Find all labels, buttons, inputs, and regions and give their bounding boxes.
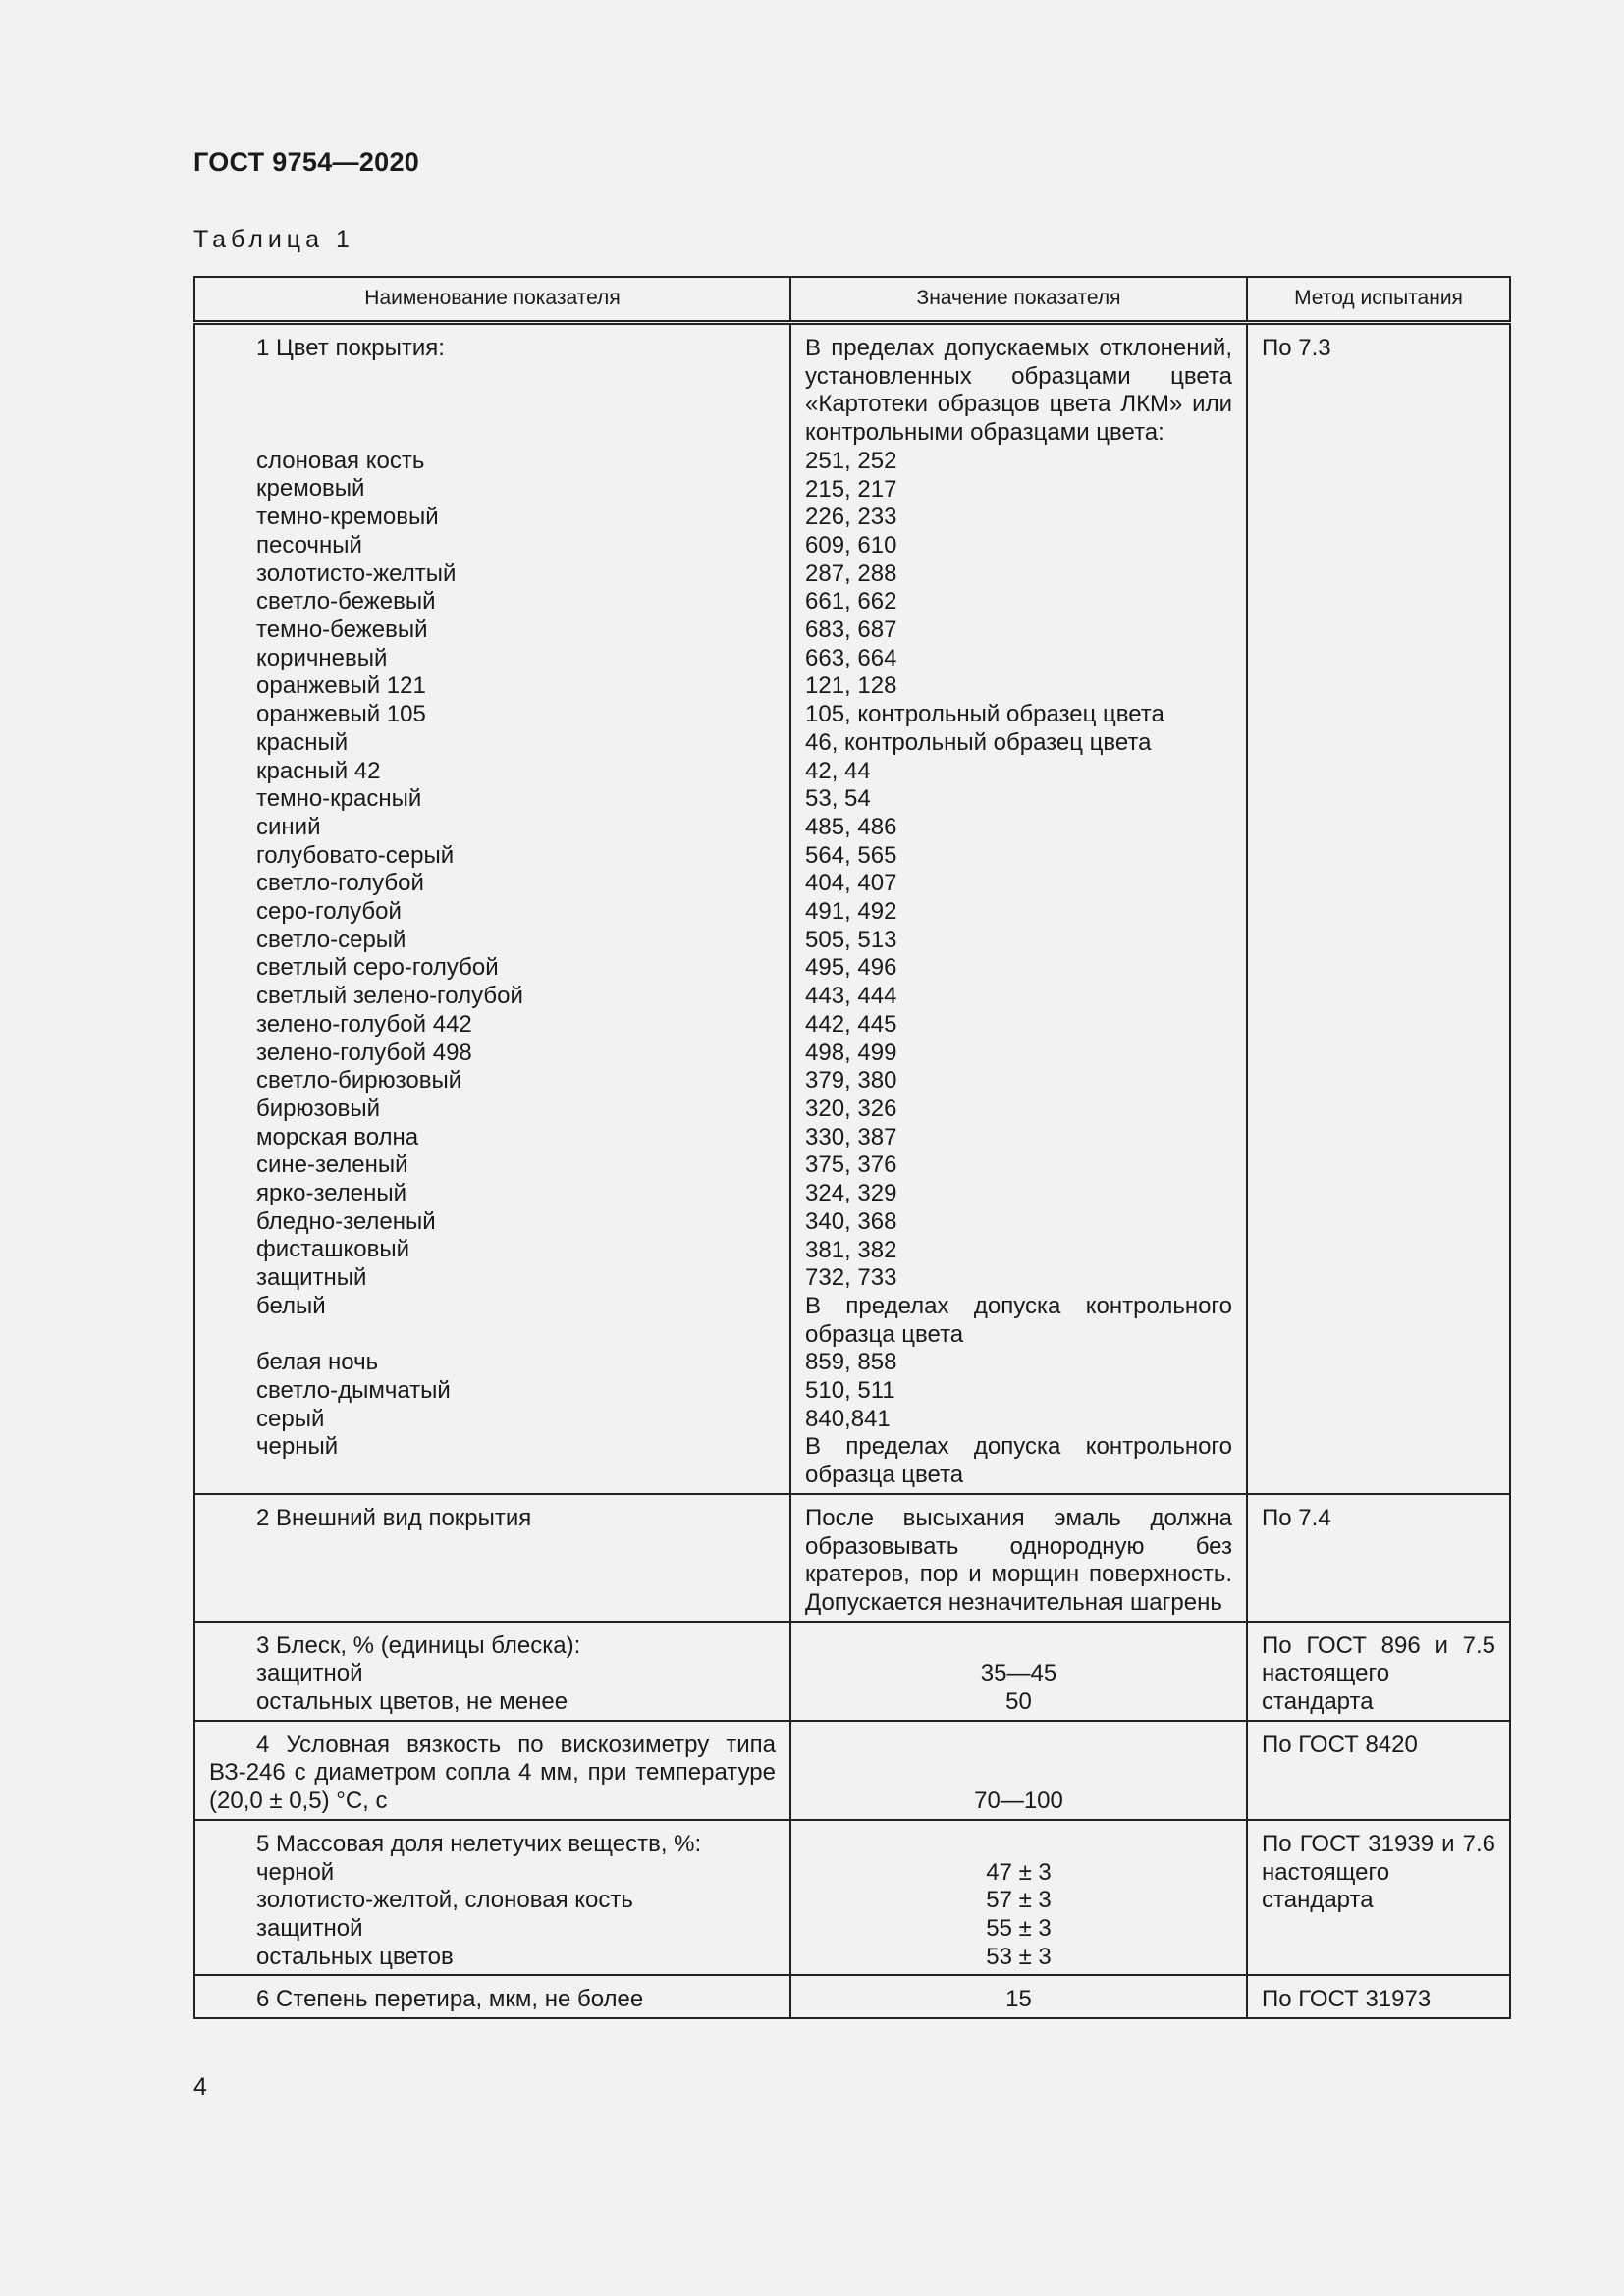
row5-method: По ГОСТ 31939 и 7.6 настоящего стандарта xyxy=(1262,1830,1495,1914)
color-name: кремовый xyxy=(256,475,365,503)
row3-val2: 50 xyxy=(1005,1688,1032,1716)
row4-value: 70—100 xyxy=(974,1788,1063,1815)
color-name: зелено-голубой 442 xyxy=(256,1010,472,1038)
nonvolatile-name: остальных цветов xyxy=(256,1943,454,1970)
row4-method: По ГОСТ 8420 xyxy=(1262,1731,1418,1758)
row2-value: После высыхания эмаль должна образовывать однородную без кратеров, пор и морщин поверхность. Допускается незначительная шагрень xyxy=(805,1504,1232,1616)
color-value: 320, 326 xyxy=(805,1095,897,1122)
color-name: защитный xyxy=(256,1264,367,1292)
nonvolatile-value: 53 ± 3 xyxy=(986,1943,1052,1970)
color-value: 505, 513 xyxy=(805,926,897,953)
color-name: бирюзовый xyxy=(256,1095,380,1122)
row4-title: 4 Условная вязкость по вискозиметру типа ВЗ-246 с диаметром сопла 4 мм, при температуре (20,0 ± 0,5) °С, с xyxy=(209,1731,776,1815)
row4-name-cell xyxy=(194,1721,790,1820)
color-value: В пределах допуска контрольного образца цвета xyxy=(805,1292,1232,1348)
color-value: 340, 368 xyxy=(805,1207,897,1235)
row6-method: По ГОСТ 31973 xyxy=(1262,1986,1432,2013)
table-row-grind xyxy=(194,1975,1510,2018)
color-value: 379, 380 xyxy=(805,1067,897,1095)
color-name: светло-дымчатый xyxy=(256,1376,451,1404)
row5-method-cell xyxy=(1247,1820,1510,1976)
color-value: 840,841 xyxy=(805,1405,891,1432)
color-name: светло-голубой xyxy=(256,870,424,897)
color-value: 404, 407 xyxy=(805,870,897,897)
row4-value-cell xyxy=(790,1721,1247,1820)
color-value: 287, 288 xyxy=(805,560,897,587)
row3-sub1: защитной xyxy=(256,1660,363,1687)
color-name: темно-красный xyxy=(256,785,422,813)
color-name: коричневый xyxy=(256,644,388,671)
row2-method: По 7.4 xyxy=(1262,1504,1331,1531)
row1-name-cell xyxy=(194,323,790,1494)
color-name: синий xyxy=(256,813,321,840)
color-value: 226, 233 xyxy=(805,504,897,531)
color-name: золотисто-желтый xyxy=(256,560,457,587)
color-name: оранжевый 105 xyxy=(256,701,426,728)
row2-method-cell xyxy=(1247,1494,1510,1622)
color-value: 510, 511 xyxy=(805,1377,895,1405)
color-name: белая ночь xyxy=(256,1349,379,1376)
color-name: серо-голубой xyxy=(256,898,402,926)
table-row-gloss xyxy=(194,1622,1510,1721)
color-name: темно-кремовый xyxy=(256,504,439,531)
color-value: 381, 382 xyxy=(805,1236,897,1263)
color-name: слоновая кость xyxy=(256,447,425,474)
page-number: 4 xyxy=(193,2073,207,2101)
row3-sub2: остальных цветов, не менее xyxy=(256,1688,568,1716)
row1-intro: В пределах допускаемых отклонений, установленных образцами цвета «Картотеки образцов цвета ЛКМ» или контрольными образцами цвета: xyxy=(805,335,1232,447)
row2-value-cell xyxy=(790,1494,1247,1622)
nonvolatile-name: черной xyxy=(256,1858,335,1886)
row1-method-cell xyxy=(1247,323,1510,1494)
table-row-appearance xyxy=(194,1494,1510,1622)
table-row-nonvolatile xyxy=(194,1820,1510,1976)
row6-name-cell xyxy=(194,1975,790,2018)
row1-value-cell xyxy=(790,323,1247,1494)
color-name: фисташковый xyxy=(256,1236,409,1263)
color-value: 485, 486 xyxy=(805,813,897,840)
row6-value: 15 xyxy=(1005,1986,1032,2013)
color-value: 683, 687 xyxy=(805,616,897,644)
document-header: ГОСТ 9754—2020 xyxy=(193,147,420,177)
column-header-method: Метод испытания xyxy=(1247,277,1510,323)
nonvolatile-value: 55 ± 3 xyxy=(986,1914,1052,1942)
indicators-table xyxy=(193,276,1511,2019)
row2-name-cell xyxy=(194,1494,790,1622)
color-value: 564, 565 xyxy=(805,841,897,869)
color-value: 498, 499 xyxy=(805,1039,897,1066)
color-value: В пределах допуска контрольного образца цвета xyxy=(805,1433,1232,1489)
color-name: голубовато-серый xyxy=(256,841,455,869)
color-name: серый xyxy=(256,1405,325,1432)
nonvolatile-value: 57 ± 3 xyxy=(986,1887,1052,1914)
color-name: светло-бежевый xyxy=(256,588,436,615)
row2-title: 2 Внешний вид покрытия xyxy=(256,1504,532,1531)
color-value: 442, 445 xyxy=(805,1010,897,1038)
row1-method: По 7.3 xyxy=(1262,335,1331,361)
color-value: 53, 54 xyxy=(805,785,871,813)
color-value: 732, 733 xyxy=(805,1264,897,1292)
color-name: светло-бирюзовый xyxy=(256,1067,462,1095)
row1-title: 1 Цвет покрытия: xyxy=(256,335,445,361)
color-name: светлый серо-голубой xyxy=(256,954,499,982)
color-name: сине-зеленый xyxy=(256,1151,408,1179)
nonvolatile-value: 47 ± 3 xyxy=(986,1858,1052,1886)
row4-method-cell xyxy=(1247,1721,1510,1820)
row3-method-cell xyxy=(1247,1622,1510,1721)
row3-title: 3 Блеск, % (единицы блеска): xyxy=(256,1631,581,1659)
color-name: черный xyxy=(256,1433,339,1461)
color-name: оранжевый 121 xyxy=(256,672,426,700)
color-name: красный 42 xyxy=(256,757,381,784)
color-name: морская волна xyxy=(256,1123,419,1150)
color-value: 491, 492 xyxy=(805,898,897,926)
nonvolatile-name: золотисто-желтой, слоновая кость xyxy=(256,1887,633,1914)
color-value-list xyxy=(805,448,1232,1490)
row6-value-cell xyxy=(790,1975,1247,2018)
row5-title: 5 Массовая доля нелетучих веществ, %: xyxy=(256,1830,702,1857)
row6-title: 6 Степень перетира, мкм, не более xyxy=(256,1986,644,2013)
table-row-color xyxy=(194,323,1510,1494)
table-header-row xyxy=(194,277,1510,323)
color-name: темно-бежевый xyxy=(256,615,428,643)
color-value: 375, 376 xyxy=(805,1151,897,1179)
color-name: песочный xyxy=(256,531,362,559)
row5-name-cell xyxy=(194,1820,790,1976)
color-value: 495, 496 xyxy=(805,954,897,982)
color-value: 46, контрольный образец цвета xyxy=(805,728,1152,756)
column-header-value: Значение показателя xyxy=(790,277,1247,323)
column-header-name: Наименование показателя xyxy=(194,277,790,323)
color-value: 215, 217 xyxy=(805,475,897,503)
nonvolatile-name: защитной xyxy=(256,1914,363,1942)
color-name: зелено-голубой 498 xyxy=(256,1039,472,1066)
color-name-list xyxy=(209,448,776,1490)
color-name: ярко-зеленый xyxy=(256,1180,406,1207)
color-value: 105, контрольный образец цвета xyxy=(805,701,1164,728)
table-row-viscosity xyxy=(194,1721,1510,1820)
color-value: 330, 387 xyxy=(805,1123,897,1150)
color-value: 663, 664 xyxy=(805,644,897,671)
color-name: белый xyxy=(256,1292,326,1319)
row3-name-cell xyxy=(194,1622,790,1721)
color-value: 661, 662 xyxy=(805,588,897,615)
color-name: светлый зелено-голубой xyxy=(256,983,523,1010)
color-value: 251, 252 xyxy=(805,447,897,474)
color-value: 859, 858 xyxy=(805,1349,897,1376)
color-name: светло-серый xyxy=(256,926,406,953)
color-name: бледно-зеленый xyxy=(256,1207,436,1235)
color-value: 443, 444 xyxy=(805,983,897,1010)
row3-method: По ГОСТ 896 и 7.5 настоящего стандарта xyxy=(1262,1631,1495,1716)
nonvolatile-name-list xyxy=(209,1859,776,1972)
color-value: 121, 128 xyxy=(805,672,897,700)
color-value: 324, 329 xyxy=(805,1180,897,1207)
nonvolatile-value-list xyxy=(805,1859,1232,1972)
row3-val1: 35—45 xyxy=(980,1660,1057,1687)
row6-method-cell xyxy=(1247,1975,1510,2018)
table-caption: Таблица 1 xyxy=(193,226,354,253)
color-name: красный xyxy=(256,728,349,756)
color-value: 609, 610 xyxy=(805,531,897,559)
row3-value-cell xyxy=(790,1622,1247,1721)
row5-value-cell xyxy=(790,1820,1247,1976)
color-value: 42, 44 xyxy=(805,757,871,784)
